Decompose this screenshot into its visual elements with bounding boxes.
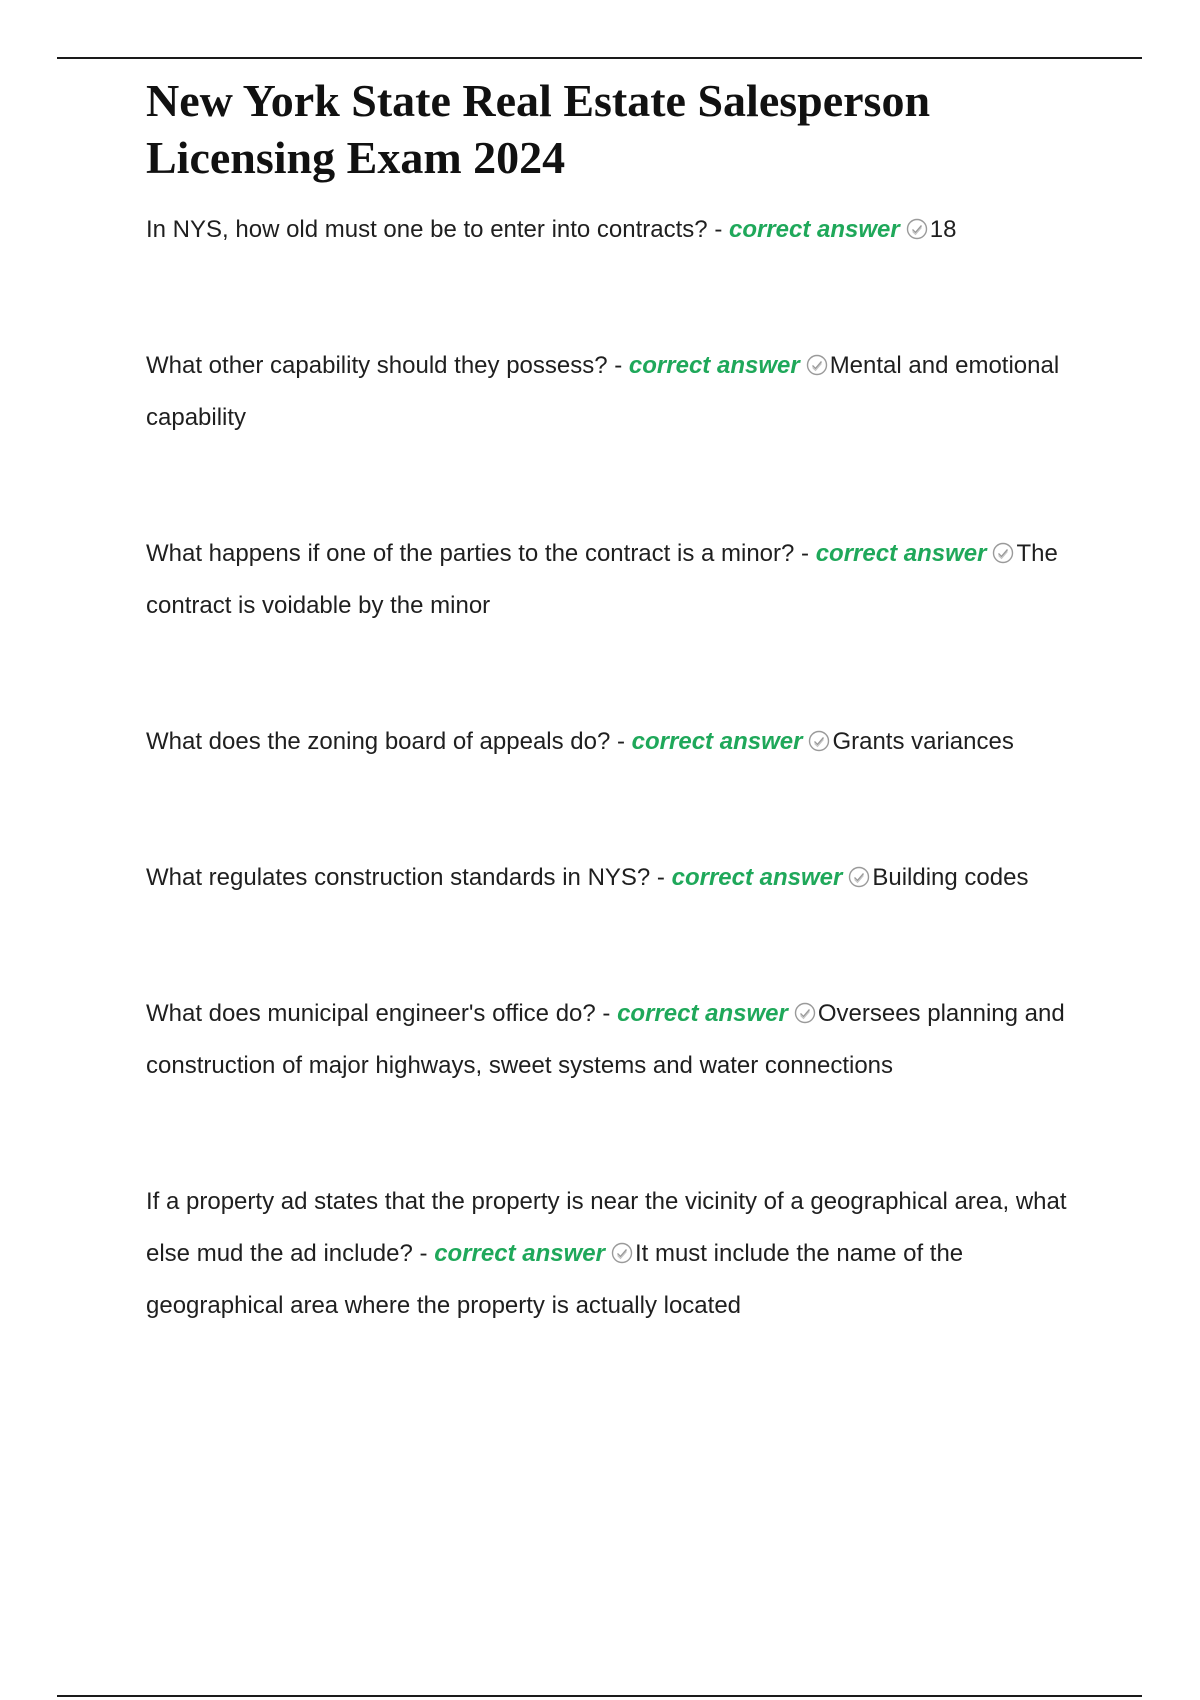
answer-text: 18: [929, 216, 957, 243]
check-circle-icon: [906, 218, 928, 240]
document-body: [146, 72, 1106, 1416]
check-circle-icon: [611, 1242, 633, 1264]
check-circle-icon: [808, 730, 830, 752]
check-circle-icon: [806, 354, 828, 376]
answer-text: It must include the name of the geographical area where the property is actually located: [146, 1240, 964, 1319]
correct-answer-label: correct answer: [815, 540, 987, 567]
qa-list: [146, 204, 1106, 1332]
answer-text: The contract is voidable by the minor: [146, 540, 1058, 619]
check-circle-icon: [794, 1002, 816, 1024]
separator: -: [650, 864, 672, 891]
question-text: What happens if one of the parties to the contract is a minor?: [146, 540, 795, 567]
answer-text: Grants variances: [832, 728, 1014, 755]
correct-answer-label: correct answer: [728, 216, 900, 243]
qa-item: [146, 528, 1106, 632]
separator: -: [595, 1000, 618, 1027]
qa-item: [146, 204, 1106, 256]
correct-answer-label: correct answer: [617, 1000, 788, 1027]
check-circle-icon: [848, 866, 870, 888]
qa-item: [146, 988, 1106, 1092]
separator: -: [412, 1240, 435, 1267]
answer-text: Oversees planning and construction of major highways, sweet systems and water connections: [146, 1000, 1065, 1079]
qa-item: [146, 852, 1106, 904]
top-divider: [57, 57, 1142, 59]
question-text: What does the zoning board of appeals do?: [146, 728, 611, 755]
qa-item: [146, 1176, 1106, 1332]
question-text: What does municipal engineer's office do?: [146, 1000, 596, 1027]
question-text: In NYS, how old must one be to enter into contracts?: [146, 216, 708, 243]
question-text: If a property ad states that the property is near the vicinity of a geographical area, what else mud the ad include?: [146, 1188, 1067, 1267]
separator: -: [707, 216, 729, 243]
question-text: What regulates construction standards in NYS?: [146, 864, 651, 891]
answer-text: Mental and emotional capability: [146, 352, 1060, 431]
bottom-divider: [57, 1695, 1142, 1697]
correct-answer-label: correct answer: [434, 1240, 605, 1267]
separator: -: [610, 728, 632, 755]
separator: -: [794, 540, 816, 567]
page-title: New York State Real Estate Salesperson Licensing Exam 2024: [146, 75, 931, 183]
correct-answer-label: correct answer: [671, 864, 843, 891]
check-circle-icon: [992, 542, 1014, 564]
qa-item: [146, 340, 1106, 444]
correct-answer-label: correct answer: [631, 728, 803, 755]
qa-item: [146, 716, 1106, 768]
question-text: What other capability should they possess?: [146, 352, 608, 379]
correct-answer-label: correct answer: [628, 352, 800, 379]
separator: -: [607, 352, 629, 379]
answer-text: Building codes: [872, 864, 1029, 891]
